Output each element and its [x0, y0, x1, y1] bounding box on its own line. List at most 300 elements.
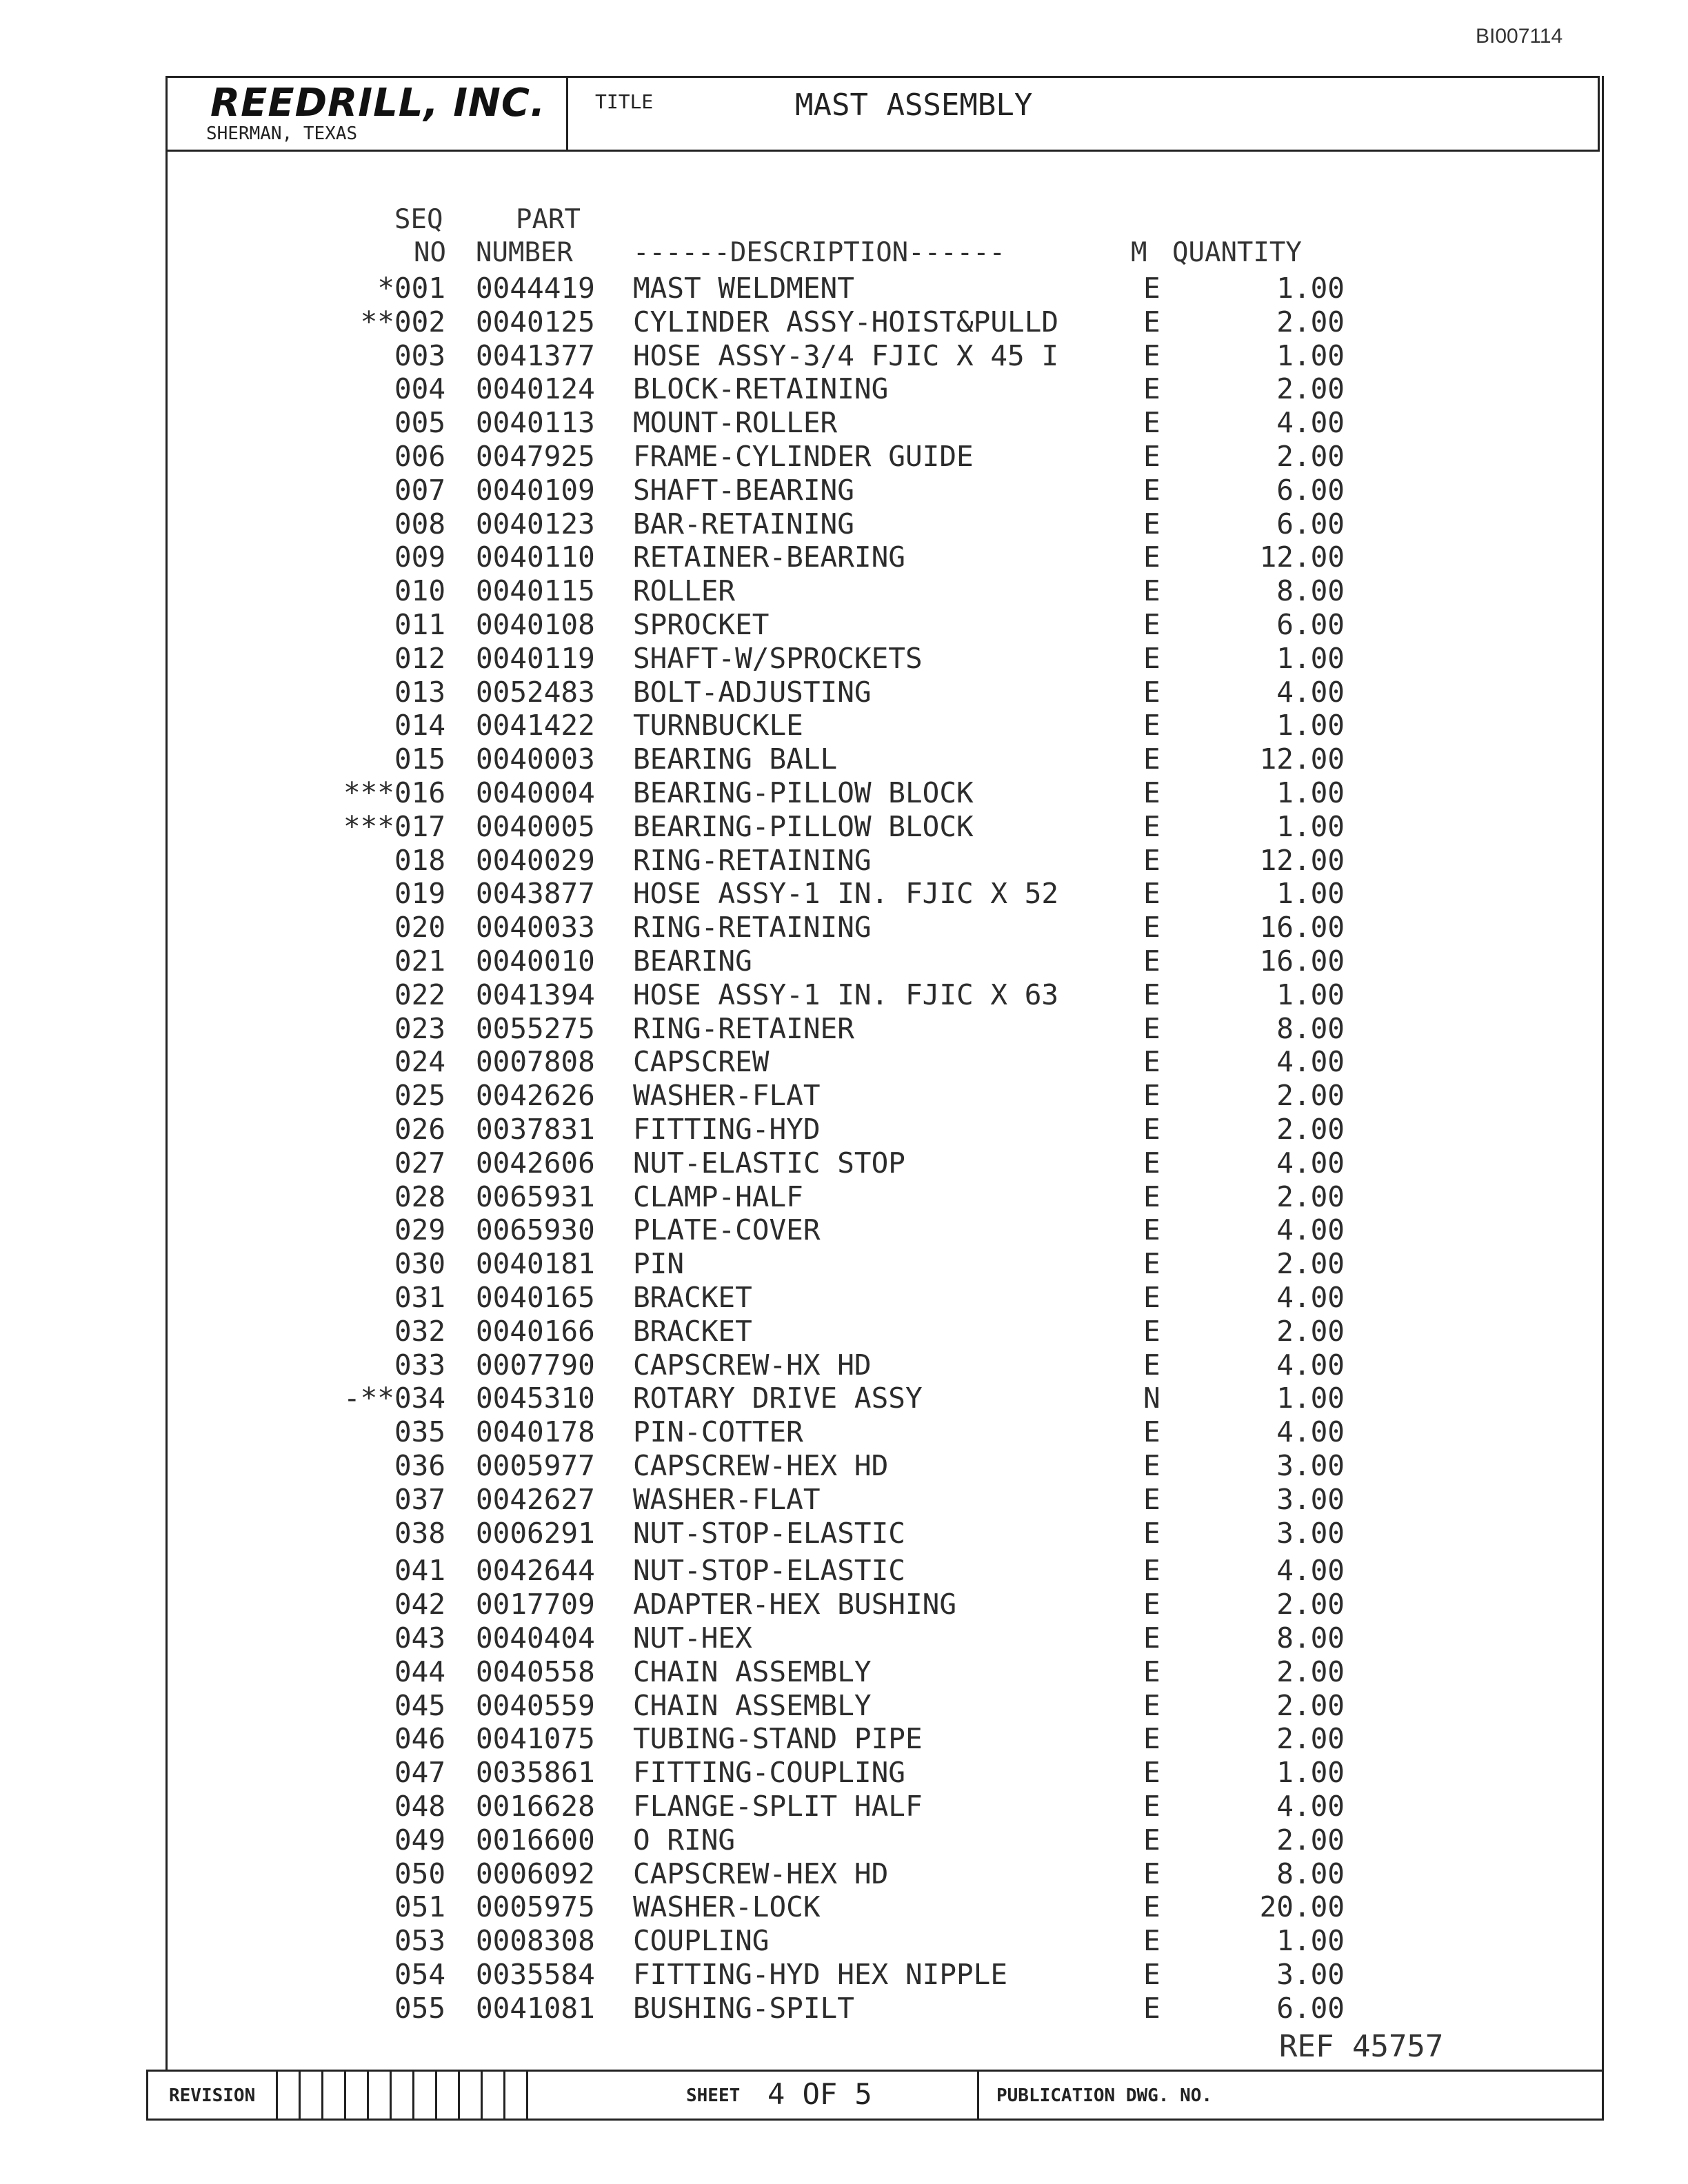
seq-number: 034 — [394, 1382, 446, 1415]
seq-number: 025 — [394, 1079, 446, 1112]
table-row — [0, 574, 1688, 607]
part-number: 0040125 — [476, 305, 595, 338]
row-mark: *** — [343, 776, 394, 809]
title-label: TITLE — [595, 90, 654, 113]
column-header-number: NUMBER — [476, 237, 573, 268]
seq-number: 049 — [394, 1823, 446, 1857]
seq-number: 009 — [394, 540, 446, 574]
part-number: 0040004 — [476, 776, 595, 809]
seq-number: 023 — [394, 1012, 446, 1045]
part-description: FLANGE-SPLIT HALF — [633, 1790, 923, 1823]
make-code: E — [1143, 1655, 1160, 1688]
part-description: SHAFT-W/SPROCKETS — [633, 642, 923, 675]
table-row — [0, 1180, 1688, 1213]
make-code: E — [1143, 1588, 1160, 1621]
table-row — [0, 844, 1688, 877]
part-number: 0005977 — [476, 1449, 595, 1482]
quantity: 2.00 — [1276, 305, 1345, 338]
part-description: ROTARY DRIVE ASSY — [633, 1382, 923, 1415]
quantity: 16.00 — [1259, 911, 1345, 944]
part-number: 0041394 — [476, 978, 595, 1011]
seq-number: 027 — [394, 1146, 446, 1180]
part-description: CAPSCREW-HX HD — [633, 1348, 872, 1382]
part-description: NUT-HEX — [633, 1621, 752, 1655]
quantity: 4.00 — [1276, 1415, 1345, 1448]
seq-number: 055 — [394, 1992, 446, 2025]
part-description: FRAME-CYLINDER GUIDE — [633, 440, 974, 473]
part-description: PIN-COTTER — [633, 1415, 803, 1448]
make-code: E — [1143, 1554, 1160, 1587]
seq-number: 029 — [394, 1213, 446, 1246]
table-row — [0, 1146, 1688, 1180]
quantity: 8.00 — [1276, 1857, 1345, 1890]
table-row — [0, 1483, 1688, 1516]
part-number: 0016628 — [476, 1790, 595, 1823]
revision-cell — [367, 2072, 390, 2119]
quantity: 1.00 — [1276, 978, 1345, 1011]
part-description: CAPSCREW-HEX HD — [633, 1449, 889, 1482]
part-description: RETAINER-BEARING — [633, 540, 905, 574]
seq-number: 043 — [394, 1621, 446, 1655]
part-description: BAR-RETAINING — [633, 507, 854, 540]
make-code: E — [1143, 1315, 1160, 1348]
quantity: 4.00 — [1276, 1348, 1345, 1382]
quantity: 3.00 — [1276, 1449, 1345, 1482]
part-number: 0017709 — [476, 1588, 595, 1621]
make-code: E — [1143, 1045, 1160, 1078]
make-code: E — [1143, 339, 1160, 372]
part-description: ROLLER — [633, 574, 736, 607]
quantity: 4.00 — [1276, 1213, 1345, 1246]
quantity: 2.00 — [1276, 1180, 1345, 1213]
table-row — [0, 1554, 1688, 1587]
seq-number: 024 — [394, 1045, 446, 1078]
quantity: 12.00 — [1259, 844, 1345, 877]
seq-number: 014 — [394, 709, 446, 742]
part-number: 0041075 — [476, 1722, 595, 1755]
part-description: SHAFT-BEARING — [633, 474, 854, 507]
make-code: E — [1143, 944, 1160, 978]
part-number: 0040181 — [476, 1247, 595, 1280]
make-code: E — [1143, 642, 1160, 675]
part-description: BEARING-PILLOW BLOCK — [633, 810, 974, 843]
seq-number: 037 — [394, 1483, 446, 1516]
table-row — [0, 978, 1688, 1011]
part-number: 0065930 — [476, 1213, 595, 1246]
part-description: NUT-STOP-ELASTIC — [633, 1517, 905, 1550]
row-mark: *** — [343, 810, 394, 843]
make-code: E — [1143, 507, 1160, 540]
seq-number: 020 — [394, 911, 446, 944]
make-code: E — [1143, 474, 1160, 507]
quantity: 4.00 — [1276, 406, 1345, 439]
table-row — [0, 1924, 1688, 1957]
table-row — [0, 776, 1688, 809]
table-row — [0, 1281, 1688, 1314]
part-description: FITTING-HYD — [633, 1113, 821, 1146]
seq-number: 042 — [394, 1588, 446, 1621]
table-row — [0, 1890, 1688, 1923]
table-row — [0, 1621, 1688, 1655]
table-row — [0, 1348, 1688, 1382]
part-description: O RING — [633, 1823, 736, 1857]
part-description: NUT-STOP-ELASTIC — [633, 1554, 905, 1587]
make-code: E — [1143, 1890, 1160, 1923]
part-description: HOSE ASSY-3/4 FJIC X 45 I — [633, 339, 1059, 372]
part-description: WASHER-FLAT — [633, 1483, 821, 1516]
table-row — [0, 540, 1688, 574]
part-number: 0035584 — [476, 1958, 595, 1991]
part-description: BUSHING-SPILT — [633, 1992, 854, 2025]
seq-number: 001 — [394, 272, 446, 305]
part-number: 0042606 — [476, 1146, 595, 1180]
table-row — [0, 1689, 1688, 1722]
part-description: RING-RETAINING — [633, 844, 872, 877]
part-number: 0040010 — [476, 944, 595, 978]
part-description: RING-RETAINER — [633, 1012, 854, 1045]
make-code: E — [1143, 1146, 1160, 1180]
seq-number: 012 — [394, 642, 446, 675]
table-row — [0, 1449, 1688, 1482]
row-mark: * — [377, 272, 394, 305]
make-code: E — [1143, 1621, 1160, 1655]
revision-cell — [390, 2072, 412, 2119]
table-row — [0, 810, 1688, 843]
quantity: 4.00 — [1276, 1146, 1345, 1180]
seq-number: 015 — [394, 742, 446, 776]
quantity: 2.00 — [1276, 1722, 1345, 1755]
quantity: 1.00 — [1276, 272, 1345, 305]
footer-divider — [526, 2072, 528, 2119]
revision-cell — [481, 2072, 503, 2119]
part-number: 0040119 — [476, 642, 595, 675]
seq-number: 010 — [394, 574, 446, 607]
seq-number: 033 — [394, 1348, 446, 1382]
part-number: 0006092 — [476, 1857, 595, 1890]
table-row — [0, 1213, 1688, 1246]
part-description: ADAPTER-HEX BUSHING — [633, 1588, 956, 1621]
table-row — [0, 911, 1688, 944]
part-number: 0016600 — [476, 1823, 595, 1857]
part-number: 0035861 — [476, 1756, 595, 1789]
part-number: 0006291 — [476, 1517, 595, 1550]
part-description: CLAMP-HALF — [633, 1180, 803, 1213]
part-description: HOSE ASSY-1 IN. FJIC X 63 — [633, 978, 1059, 1011]
quantity: 1.00 — [1276, 1382, 1345, 1415]
part-number: 0040558 — [476, 1655, 595, 1688]
seq-number: 041 — [394, 1554, 446, 1587]
make-code: E — [1143, 305, 1160, 338]
seq-number: 017 — [394, 810, 446, 843]
table-row — [0, 272, 1688, 305]
part-number: 0007808 — [476, 1045, 595, 1078]
quantity: 1.00 — [1276, 339, 1345, 372]
quantity: 4.00 — [1276, 1045, 1345, 1078]
seq-number: 047 — [394, 1756, 446, 1789]
part-number: 0008308 — [476, 1924, 595, 1957]
quantity: 1.00 — [1276, 776, 1345, 809]
part-number: 0040003 — [476, 742, 595, 776]
table-row — [0, 507, 1688, 540]
part-number: 0040178 — [476, 1415, 595, 1448]
seq-number: 005 — [394, 406, 446, 439]
quantity: 2.00 — [1276, 1655, 1345, 1688]
footer-block — [146, 2070, 1604, 2121]
make-code: E — [1143, 1012, 1160, 1045]
quantity: 2.00 — [1276, 1247, 1345, 1280]
part-number: 0007790 — [476, 1348, 595, 1382]
publication-label: PUBLICATION DWG. NO. — [996, 2085, 1213, 2106]
company-city: SHERMAN, TEXAS — [206, 123, 358, 144]
part-description: WASHER-LOCK — [633, 1890, 821, 1923]
seq-number: 050 — [394, 1857, 446, 1890]
quantity: 2.00 — [1276, 1315, 1345, 1348]
quantity: 12.00 — [1259, 540, 1345, 574]
seq-number: 008 — [394, 507, 446, 540]
seq-number: 013 — [394, 676, 446, 709]
seq-number: 051 — [394, 1890, 446, 1923]
quantity: 4.00 — [1276, 1790, 1345, 1823]
part-number: 0041081 — [476, 1992, 595, 2025]
part-number: 0040005 — [476, 810, 595, 843]
part-description: CYLINDER ASSY-HOIST&PULLD — [633, 305, 1059, 338]
quantity: 8.00 — [1276, 1621, 1345, 1655]
make-code: E — [1143, 1756, 1160, 1789]
column-header-no: NO — [414, 237, 446, 268]
quantity: 6.00 — [1276, 608, 1345, 641]
part-number: 0037831 — [476, 1113, 595, 1146]
make-code: E — [1143, 1958, 1160, 1991]
table-row — [0, 305, 1688, 338]
make-code: E — [1143, 1722, 1160, 1755]
seq-number: 053 — [394, 1924, 446, 1957]
part-number: 0040123 — [476, 507, 595, 540]
make-code: E — [1143, 406, 1160, 439]
part-description: MOUNT-ROLLER — [633, 406, 838, 439]
title-block — [165, 76, 1600, 152]
seq-number: 018 — [394, 844, 446, 877]
column-header-quantity: QUANTITY — [1172, 237, 1302, 268]
make-code: E — [1143, 272, 1160, 305]
seq-number: 003 — [394, 339, 446, 372]
quantity: 6.00 — [1276, 507, 1345, 540]
seq-number: 030 — [394, 1247, 446, 1280]
seq-number: 019 — [394, 877, 446, 910]
quantity: 1.00 — [1276, 810, 1345, 843]
part-description: NUT-ELASTIC STOP — [633, 1146, 905, 1180]
make-code: E — [1143, 440, 1160, 473]
revision-cell — [299, 2072, 321, 2119]
part-number: 0040124 — [476, 372, 595, 405]
part-description: FITTING-HYD HEX NIPPLE — [633, 1958, 1008, 1991]
part-description: BEARING-PILLOW BLOCK — [633, 776, 974, 809]
make-code: E — [1143, 911, 1160, 944]
part-description: BEARING — [633, 944, 752, 978]
quantity: 6.00 — [1276, 1992, 1345, 2025]
part-description: CHAIN ASSEMBLY — [633, 1689, 872, 1722]
part-description: BLOCK-RETAINING — [633, 372, 889, 405]
make-code: E — [1143, 1857, 1160, 1890]
part-description: BRACKET — [633, 1281, 752, 1314]
part-number: 0040166 — [476, 1315, 595, 1348]
quantity: 2.00 — [1276, 1079, 1345, 1112]
make-code: E — [1143, 1415, 1160, 1448]
table-row — [0, 1012, 1688, 1045]
part-description: CAPSCREW-HEX HD — [633, 1857, 889, 1890]
seq-number: 044 — [394, 1655, 446, 1688]
quantity: 1.00 — [1276, 642, 1345, 675]
table-row — [0, 608, 1688, 641]
quantity: 1.00 — [1276, 1756, 1345, 1789]
part-description: MAST WELDMENT — [633, 272, 854, 305]
seq-number: 048 — [394, 1790, 446, 1823]
seq-number: 011 — [394, 608, 446, 641]
make-code: E — [1143, 676, 1160, 709]
quantity: 1.00 — [1276, 1924, 1345, 1957]
part-number: 0040113 — [476, 406, 595, 439]
table-row — [0, 372, 1688, 405]
revision-label: REVISION — [169, 2085, 256, 2106]
part-number: 0040559 — [476, 1689, 595, 1722]
row-mark: -** — [343, 1382, 394, 1415]
make-code: E — [1143, 372, 1160, 405]
make-code: E — [1143, 1113, 1160, 1146]
column-header-description: ------DESCRIPTION------ — [633, 237, 1006, 268]
part-number: 0040115 — [476, 574, 595, 607]
seq-number: 028 — [394, 1180, 446, 1213]
quantity: 3.00 — [1276, 1517, 1345, 1550]
table-row — [0, 742, 1688, 776]
quantity: 2.00 — [1276, 1689, 1345, 1722]
quantity: 4.00 — [1276, 676, 1345, 709]
seq-number: 016 — [394, 776, 446, 809]
table-row — [0, 1113, 1688, 1146]
make-code: E — [1143, 1790, 1160, 1823]
part-number: 0045310 — [476, 1382, 595, 1415]
make-code: E — [1143, 810, 1160, 843]
table-row — [0, 676, 1688, 709]
table-row — [0, 1958, 1688, 1991]
seq-number: 004 — [394, 372, 446, 405]
make-code: E — [1143, 776, 1160, 809]
part-number: 0040029 — [476, 844, 595, 877]
table-row — [0, 1045, 1688, 1078]
part-description: BRACKET — [633, 1315, 752, 1348]
company-cell — [168, 78, 568, 150]
part-description: WASHER-FLAT — [633, 1079, 821, 1112]
quantity: 1.00 — [1276, 877, 1345, 910]
part-number: 0041422 — [476, 709, 595, 742]
table-row — [0, 1790, 1688, 1823]
table-row — [0, 642, 1688, 675]
quantity: 2.00 — [1276, 440, 1345, 473]
seq-number: 006 — [394, 440, 446, 473]
part-number: 0041377 — [476, 339, 595, 372]
table-row — [0, 1415, 1688, 1448]
quantity: 6.00 — [1276, 474, 1345, 507]
make-code: E — [1143, 1449, 1160, 1482]
seq-number: 038 — [394, 1517, 446, 1550]
revision-cell — [503, 2072, 526, 2119]
column-header-seq: SEQ — [394, 204, 443, 235]
revision-cells — [276, 2072, 526, 2119]
make-code: E — [1143, 1348, 1160, 1382]
table-row — [0, 1992, 1688, 2025]
part-description: TUBING-STAND PIPE — [633, 1722, 923, 1755]
document-id: BI007114 — [1476, 25, 1563, 48]
reference-number: REF 45757 — [1279, 2029, 1444, 2064]
company-name: REEDRILL, INC. — [210, 81, 546, 125]
part-number: 0065931 — [476, 1180, 595, 1213]
seq-number: 002 — [394, 305, 446, 338]
table-row — [0, 1655, 1688, 1688]
quantity: 3.00 — [1276, 1958, 1345, 1991]
make-code: E — [1143, 1992, 1160, 2025]
seq-number: 035 — [394, 1415, 446, 1448]
table-row — [0, 339, 1688, 372]
table-row — [0, 877, 1688, 910]
make-code: E — [1143, 540, 1160, 574]
seq-number: 021 — [394, 944, 446, 978]
part-number: 0047925 — [476, 440, 595, 473]
sheet-number: 4 OF 5 — [767, 2077, 872, 2111]
revision-cell — [458, 2072, 481, 2119]
quantity: 12.00 — [1259, 742, 1345, 776]
part-number: 0040033 — [476, 911, 595, 944]
make-code: E — [1143, 1247, 1160, 1280]
table-row — [0, 1247, 1688, 1280]
quantity: 16.00 — [1259, 944, 1345, 978]
make-code: E — [1143, 608, 1160, 641]
make-code: E — [1143, 1517, 1160, 1550]
part-description: FITTING-COUPLING — [633, 1756, 905, 1789]
row-mark: ** — [360, 305, 394, 338]
seq-number: 007 — [394, 474, 446, 507]
make-code: E — [1143, 742, 1160, 776]
footer-divider — [977, 2072, 979, 2119]
column-header-m: M — [1131, 237, 1147, 268]
quantity: 4.00 — [1276, 1281, 1345, 1314]
make-code: E — [1143, 1079, 1160, 1112]
part-number: 0040165 — [476, 1281, 595, 1314]
part-description: SPROCKET — [633, 608, 770, 641]
part-description: CAPSCREW — [633, 1045, 770, 1078]
revision-cell — [321, 2072, 344, 2119]
table-row — [0, 944, 1688, 978]
revision-cell — [435, 2072, 458, 2119]
part-number: 0044419 — [476, 272, 595, 305]
table-row — [0, 474, 1688, 507]
seq-number: 054 — [394, 1958, 446, 1991]
seq-number: 045 — [394, 1689, 446, 1722]
table-row — [0, 709, 1688, 742]
part-description: TURNBUCKLE — [633, 709, 803, 742]
part-number: 0040404 — [476, 1621, 595, 1655]
revision-cell — [412, 2072, 435, 2119]
seq-number: 036 — [394, 1449, 446, 1482]
table-row — [0, 406, 1688, 439]
quantity: 2.00 — [1276, 372, 1345, 405]
table-row — [0, 1079, 1688, 1112]
part-number: 0040110 — [476, 540, 595, 574]
part-number: 0042627 — [476, 1483, 595, 1516]
part-description: PLATE-COVER — [633, 1213, 821, 1246]
part-number: 0040109 — [476, 474, 595, 507]
part-description: BEARING BALL — [633, 742, 838, 776]
seq-number: 032 — [394, 1315, 446, 1348]
revision-cell — [344, 2072, 367, 2119]
make-code: E — [1143, 1213, 1160, 1246]
